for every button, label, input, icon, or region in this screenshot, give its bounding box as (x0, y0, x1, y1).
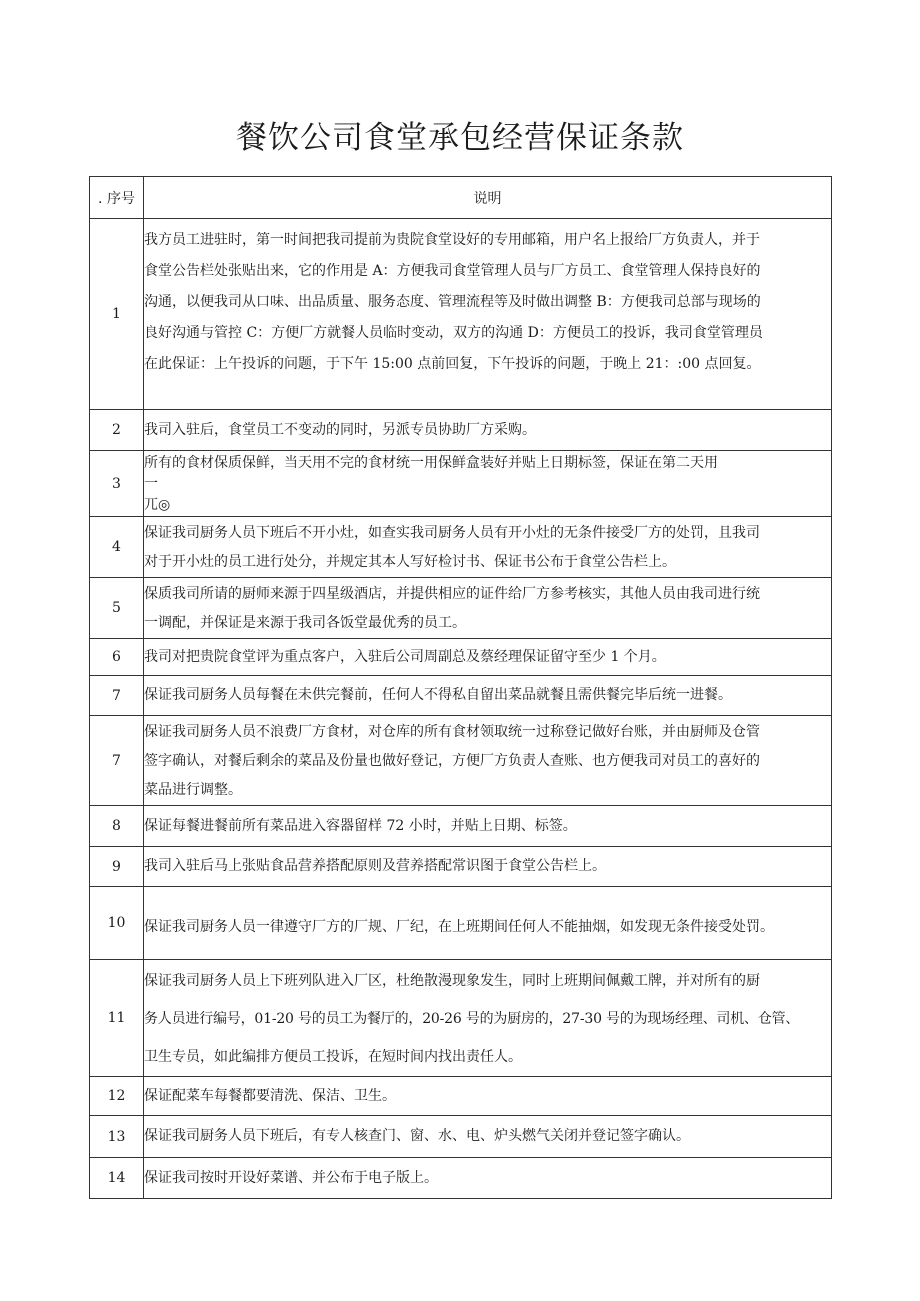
row-description (144, 219, 832, 410)
description-line: 我司入驻后，食堂员工不变动的同时，另派专员协助厂方采购。 (144, 421, 536, 438)
description-line: 一调配，并保证是来源于我司各饭堂最优秀的员工。 (144, 615, 466, 631)
row-number: 7 (90, 716, 144, 806)
description-line: 保质我司所请的厨师来源于四星级酒店，并提供相应的证件给厂方参考核实，其他人员由我司进行统 (144, 586, 760, 602)
row-number: 13 (90, 1116, 144, 1158)
row-number: 11 (90, 960, 144, 1077)
row-number: 1 (90, 219, 144, 410)
table-row (90, 960, 832, 1077)
row-description (144, 847, 832, 887)
table-row (90, 219, 832, 410)
description-line: 保证我司厨务人员下班后，有专人核查门、窗、水、电、炉头燃气关闭并登记签字确认。 (144, 1128, 690, 1144)
row-number: 6 (90, 639, 144, 676)
row-description (144, 806, 832, 847)
row-number: 3 (90, 451, 144, 517)
description-line: 沟通，以便我司从口味、出品质量、服务态度、管理流程等及时做出调整 B：方便我司总部与现场的 (144, 294, 761, 310)
row-description (144, 578, 832, 639)
description-line: 签字确认，对餐后剩余的菜品及份量也做好登记，方便厂方负责人查账、也方便我司对员工的喜好的 (144, 753, 760, 769)
description-line: 我司入驻后马上张贴食品营养搭配原则及营养搭配常识图于食堂公告栏上。 (144, 858, 606, 874)
header-description: 说明 (144, 177, 832, 219)
row-description (144, 1116, 832, 1158)
row-description (144, 639, 832, 676)
row-number: 7 (90, 676, 144, 716)
row-description (144, 716, 832, 806)
description-line: 对于开小灶的员工进行处分，并规定其本人写好检讨书、保证书公布于食堂公告栏上。 (144, 554, 676, 570)
table-row (90, 517, 832, 578)
description-line: 保证我司厨务人员每餐在未供完餐前，任何人不得私自留出菜品就餐且需供餐完毕后统一进餐。 (144, 687, 732, 703)
table-row (90, 639, 832, 676)
table-row (90, 716, 832, 806)
row-description (144, 1077, 832, 1116)
description-line: 卫生专员，如此编排方便员工投诉，在短时间内找出责任人。 (144, 1049, 522, 1065)
description-line: 兀◎ (144, 497, 171, 513)
description-line: 我司对把贵院食堂评为重点客户，入驻后公司周副总及蔡经理保证留守至少 1 个月。 (144, 648, 666, 665)
header-number: . 序号 (90, 177, 144, 219)
row-number: 12 (90, 1077, 144, 1116)
description-line: 保证我司厨务人员上下班列队进入厂区，杜绝散漫现象发生，同时上班期间佩戴工牌，并对所有的厨 (144, 973, 760, 989)
row-number: 14 (90, 1158, 144, 1199)
row-number: 5 (90, 578, 144, 639)
description-line: 保证我司厨务人员一律遵守厂方的厂规、厂纪，在上班期间任何人不能抽烟，如发现无条件接受处罚。 (144, 918, 774, 935)
description-line: 在此保证：上午投诉的问题，于下午 15:00 点前回复，下午投诉的问题，于晚上 21：:00 点回复。 (144, 356, 761, 372)
row-number: 9 (90, 847, 144, 887)
table-row (90, 451, 832, 517)
table-row (90, 847, 832, 887)
row-description (144, 887, 832, 960)
description-line: 所有的食材保质保鲜，当天用不完的食材统一用保鲜盒装好并贴上日期标签，保证在第二天用 (144, 455, 718, 471)
guarantee-terms-table (89, 176, 832, 1199)
description-line: 良好沟通与管控 C：方便厂方就餐人员临时变动，双方的沟通 D：方便员工的投诉，我司食堂管理员 (144, 325, 763, 341)
description-line: 一 (144, 476, 158, 492)
table-row (90, 1077, 832, 1116)
description-line: 保证我司厨务人员不浪费厂方食材，对仓库的所有食材领取统一过称登记做好台账，并由厨师及仓管 (144, 724, 760, 740)
row-number: 8 (90, 806, 144, 847)
row-description (144, 410, 832, 451)
table-header-row (90, 177, 832, 219)
table-row (90, 1158, 832, 1199)
row-description (144, 960, 832, 1077)
description-line: 我方员工进驻时，第一时间把我司提前为贵院食堂设好的专用邮箱，用户名上报给厂方负责人，并于 (144, 232, 760, 248)
description-line: 保证配菜车每餐都要清洗、保洁、卫生。 (144, 1087, 396, 1104)
table-row (90, 410, 832, 451)
description-line: 保证每餐进餐前所有菜品进入容器留样 72 小时，并贴上日期、标签。 (144, 817, 577, 834)
description-line: 务人员进行编号，01-20 号的员工为餐厅的，20-26 号的为厨房的，27-30 号的为现场经理、司机、仓管、 (144, 1011, 800, 1027)
table-row (90, 578, 832, 639)
row-description (144, 517, 832, 578)
description-line: 食堂公告栏处张贴出来，它的作用是 A：方便我司食堂管理人员与厂方员工、食堂管理人保持良好的 (144, 263, 761, 279)
table-row (90, 1116, 832, 1158)
document-title: 餐饮公司食堂承包经营保证条款 (236, 120, 684, 156)
description-line: 保证我司按时开设好菜谱、并公布于电子版上。 (144, 1169, 438, 1186)
row-description (144, 676, 832, 716)
row-number: 2 (90, 410, 144, 451)
table-row (90, 887, 832, 960)
row-description (144, 451, 832, 517)
row-description (144, 1158, 832, 1199)
table-row (90, 676, 832, 716)
description-line: 保证我司厨务人员下班后不开小灶，如查实我司厨务人员有开小灶的无条件接受厂方的处罚，且我司 (144, 525, 760, 541)
description-line: 菜品进行调整。 (144, 782, 242, 798)
row-number: 10 (90, 887, 144, 960)
row-number: 4 (90, 517, 144, 578)
table-row (90, 806, 832, 847)
